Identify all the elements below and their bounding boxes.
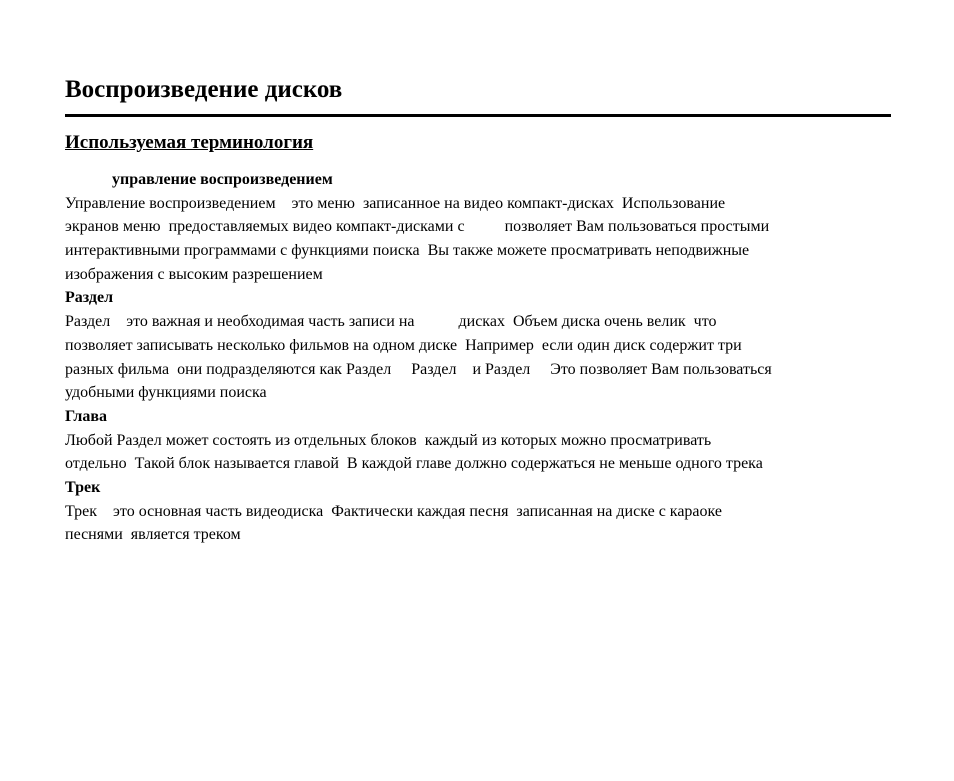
paragraph-line: Трек это основная часть видеодиска Фактически каждая песня записанная на диске с караоке	[65, 502, 722, 520]
section-heading-track: Трек	[65, 478, 101, 496]
paragraph-line: Любой Раздел может состоять из отдельных блоков каждый из которых можно просматривать	[65, 431, 712, 449]
paragraph-line: интерактивными программами с функциями поиска Вы также можете просматривать неподвижные	[65, 242, 750, 260]
paragraph-line: Раздел это важная и необходимая часть записи на дисках Объем диска очень велик что	[65, 313, 717, 331]
paragraph-line: позволяет записывать несколько фильмов на одном диске Например если один диск содержит три	[65, 336, 742, 354]
section-heading-playback-control: управление воспроизведением	[112, 171, 333, 188]
paragraph-line: экранов меню предоставляемых видео компакт-дисками с позволяет Вам пользоваться простыми	[65, 218, 770, 236]
section-heading-chapter: Глава	[65, 407, 107, 425]
paragraph-line: отдельно Такой блок называется главой В каждой главе должно содержаться не меньше одного трека	[65, 455, 763, 473]
paragraph-line: Управление воспроизведением это меню записанное на видео компакт-дисках Использование	[65, 194, 726, 212]
title-divider	[65, 114, 891, 117]
paragraph-line: песнями является треком	[65, 526, 241, 544]
section-heading-title: Раздел	[65, 289, 114, 307]
page-title: Воспроизведение дисков	[65, 76, 343, 103]
paragraph-line: разных фильма они подразделяются как Раздел Раздел и Раздел Это позволяет Вам пользоваться	[65, 360, 772, 378]
paragraph-line: изображения с высоким разрешением	[65, 265, 323, 283]
paragraph-line: удобными функциями поиска	[65, 384, 267, 402]
terminology-body	[65, 168, 891, 547]
page-subtitle: Используемая терминология	[65, 132, 314, 153]
